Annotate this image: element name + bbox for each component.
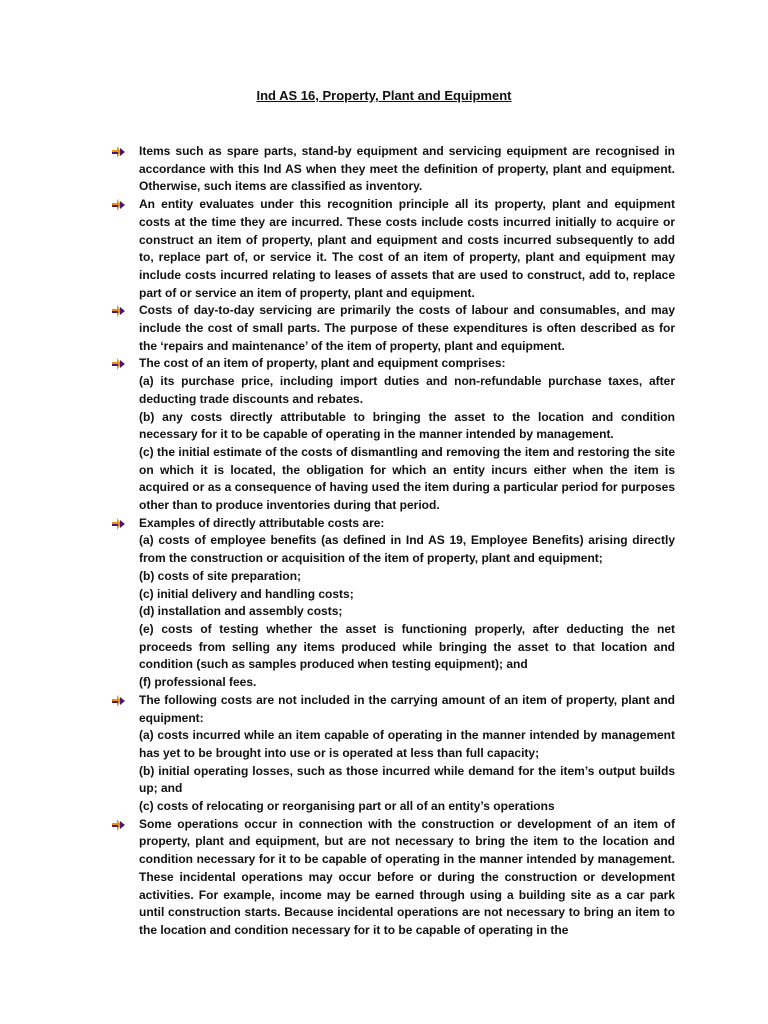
list-item-paragraph: (b) initial operating losses, such as those incurred while demand for the item’s output builds up; and (139, 763, 675, 796)
arrow-bullet-icon (112, 819, 126, 831)
list-item-paragraph: Examples of directly attributable costs are: (139, 515, 385, 530)
list-item-paragraph: The cost of an item of property, plant and equipment comprises: (139, 356, 506, 371)
arrow-bullet-icon (112, 518, 126, 530)
list-item (112, 143, 675, 196)
list-item-paragraph: (d) installation and assembly costs; (139, 604, 343, 619)
list-item (112, 196, 675, 302)
arrow-bullet-icon (112, 146, 126, 158)
list-item-paragraph: Some operations occur in connection with the construction or development of an item of property, plant and equipment, but are not necessary to bring the item to the location and condition necessary for it to be capable of operating in the manner intended by management. These incidental operations may occur before or during the construction or development activities. For example, income may be earned through using a building site as a car park until construction starts. Because incidental operations are not necessary to bring an item to the location and condition necessary for it to be capable of operating in the (139, 816, 675, 937)
list-item-paragraph: (e) costs of testing whether the asset is functioning properly, after deducting the net proceeds from selling any items produced while bringing the asset to that location and condition (such as samples produced when testing equipment); and (139, 621, 675, 672)
list-item-paragraph: (a) its purchase price, including import duties and non-refundable purchase taxes, after deducting trade discounts and rebates. (139, 374, 675, 406)
list-item (112, 816, 675, 940)
list-item (112, 355, 675, 514)
arrow-bullet-icon (112, 199, 126, 211)
list-item-paragraph: An entity evaluates under this recognition principle all its property, plant and equipment costs at the time they are incurred. These costs include costs incurred initially to acquire or construct an item of property, plant and equipment and costs incurred subsequently to add to, replace part of, or service it. The cost of an item of property, plant and equipment may include costs incurred relating to leases of assets that are used to construct, add to, replace part of or service an item of property, plant and equipment. (139, 197, 675, 300)
arrow-bullet-icon (112, 305, 126, 317)
arrow-bullet-icon (112, 358, 126, 370)
list-item-paragraph: (a) costs of employee benefits (as defined in Ind AS 19, Employee Benefits) arising directly from the construction or acquisition of the item of property, plant and equipment; (139, 533, 675, 566)
list-item (112, 302, 675, 355)
list-item-paragraph: (f) professional fees. (139, 675, 257, 690)
list-item-paragraph: (c) the initial estimate of the costs of dismantling and removing the item and restoring the site on which it is located, the obligation for which an entity incurs either when the item is acquired or as a consequence of having used the item during a particular period for purposes other than to produce inventories during that period. (139, 444, 675, 513)
arrow-bullet-icon (112, 695, 126, 707)
page-title: Ind AS 16, Property, Plant and Equipment (256, 88, 512, 103)
list-item-paragraph: (c) initial delivery and handling costs; (139, 586, 354, 601)
list-item-paragraph: Costs of day-to-day servicing are primarily the costs of labour and consumables, and may include the cost of small parts. The purpose of these expenditures is often described as for the ‘repairs and maintenance’ of the item of property, plant and equipment. (139, 303, 675, 353)
list-item-paragraph: (b) costs of site preparation; (139, 568, 302, 583)
list-item-paragraph: (c) costs of relocating or reorganising part or all of an entity’s operations (139, 799, 555, 814)
list-item-paragraph: (a) costs incurred while an item capable of operating in the manner intended by management has yet to be brought into use or is operated at less than full capacity; (139, 728, 675, 760)
list-item-paragraph: Items such as spare parts, stand-by equipment and servicing equipment are recognised in accordance with this Ind AS when they meet the definition of property, plant and equipment. Otherwise, such items are classified as inventory. (139, 144, 675, 194)
list-item-paragraph: The following costs are not included in the carrying amount of an item of property, plant and equipment: (139, 692, 675, 725)
list-item-paragraph: (b) any costs directly attributable to bringing the asset to the location and condition necessary for it to be capable of operating in the manner intended by management. (139, 409, 675, 442)
list-item (112, 692, 675, 816)
bullet-list (112, 143, 675, 940)
list-item (112, 515, 675, 692)
